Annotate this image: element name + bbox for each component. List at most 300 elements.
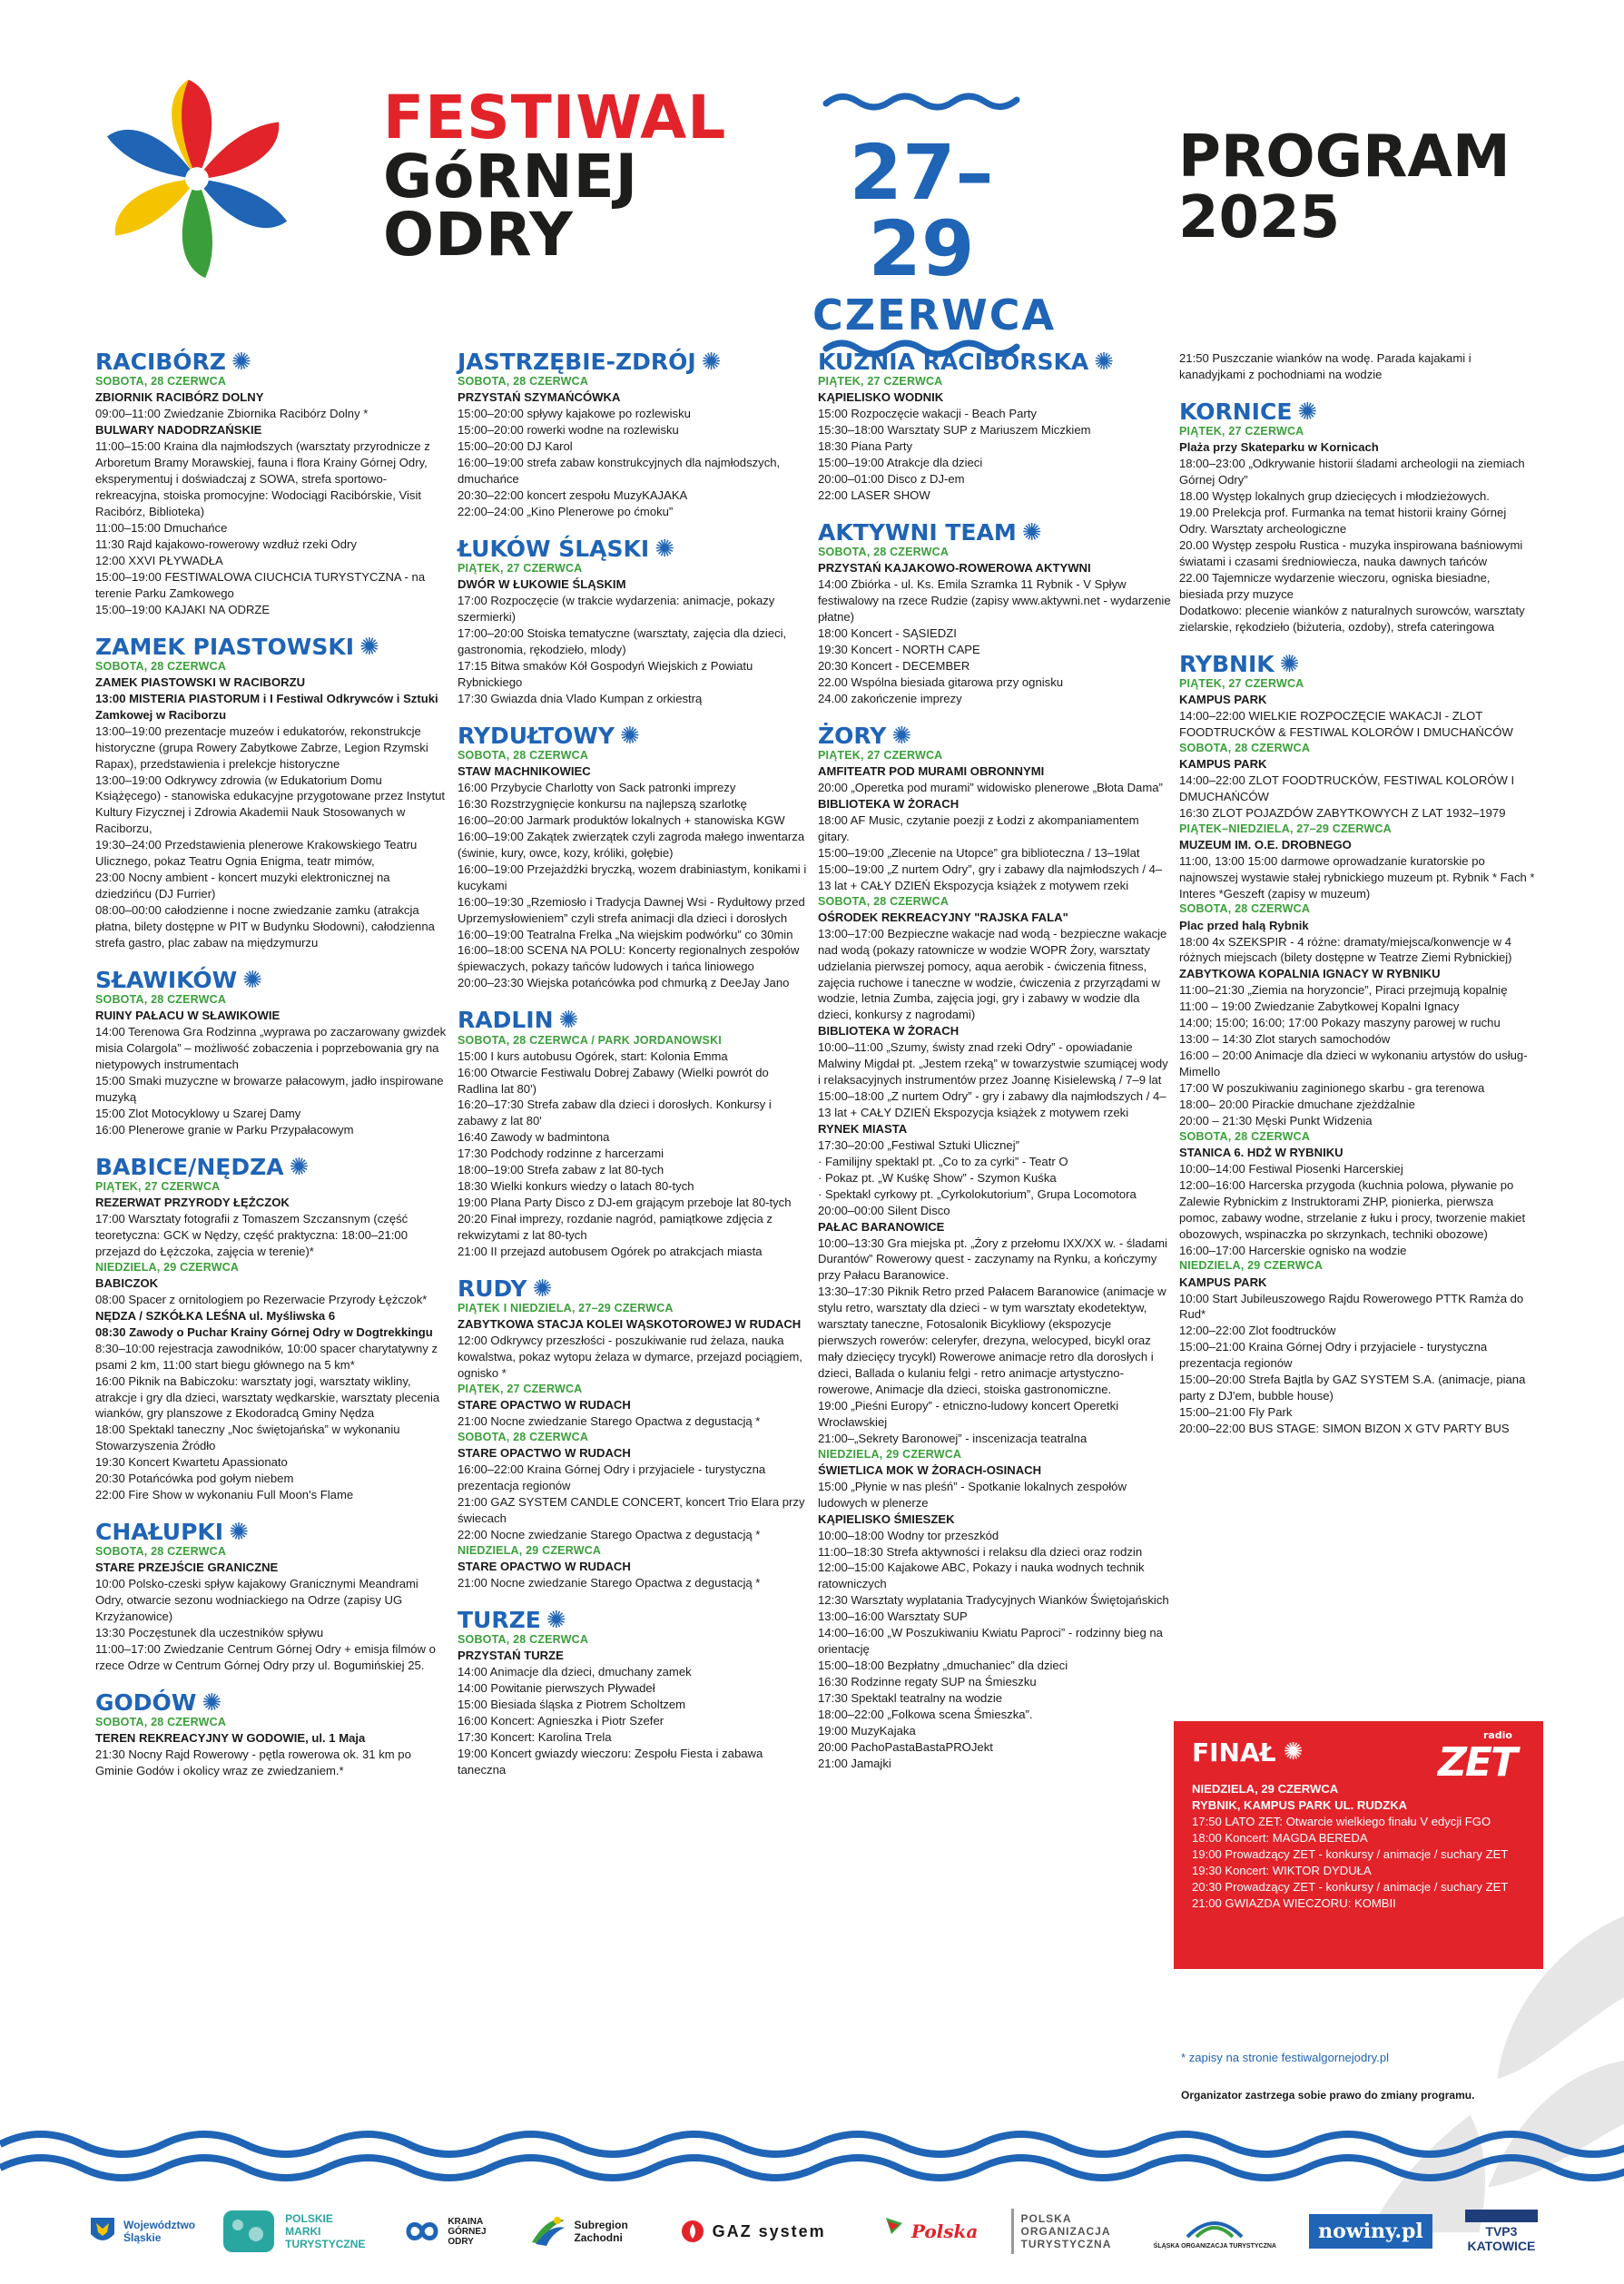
event-item: 16:00 Piknik na Babiczoku: warsztaty jogi, warsztaty wikliny, atrakcje i gry dla dzieci, warsztaty wędkarskie, warsztaty plecenia wianków, gry planszowe z Ekodoradcą Gminy Nędza	[95, 1373, 440, 1421]
event-item: 19:30 Koncert - NORTH CAPE	[818, 643, 980, 656]
event-location: PRZYSTAŃ TURZE	[458, 1649, 564, 1663]
event-item: 10:00–13:30 Gra miejska pt. „Żory z przełomu IXX/XX w. - śladami Durantów” Rowerowy quest - zaczynamy na Rynku, a kończymy przy Pałacu Baranowice.	[818, 1236, 1167, 1283]
sun-icon: ✺	[242, 966, 263, 994]
event-item: 15:00 I kurs autobusu Ogórek, start: Kolonia Emma	[458, 1048, 728, 1063]
event-item: 11:00 – 19:00 Zwiedzanie Zabytkowej Kopalni Ignacy	[1179, 999, 1460, 1014]
subregion-swoosh-icon	[530, 2215, 566, 2248]
event-item: 16:00–17:00 Harcerskie ognisko na wodzie	[1179, 1243, 1407, 1257]
festival-logo-pinwheel	[89, 71, 305, 287]
section-title: KORNICE	[1179, 398, 1293, 425]
section-heading	[458, 349, 812, 377]
event-item: 13:00–16:00 Warsztaty SUP	[818, 1610, 968, 1624]
finale-items	[1192, 1814, 1525, 1912]
sponsor-kraina: KRAINA GÓRNEJ ODRY	[404, 2217, 497, 2247]
section-zamek-piastowski	[95, 635, 449, 951]
program-column-3	[818, 350, 1172, 1789]
event-item: 15:00–19:00 KAJAKI NA ODRZE	[95, 602, 271, 616]
section-lukow-slaski	[458, 537, 812, 707]
sun-icon: ✺	[546, 1606, 566, 1634]
event-day: NIEDZIELA, 29 CZERWCA	[458, 1543, 602, 1557]
infinity-icon	[404, 2218, 440, 2245]
event-item: 10:00 Start Jubileuszowego Rajdu Rowerowego PTTK Ramża do Rud*	[1179, 1291, 1524, 1322]
event-day: SOBOTA, 28 CZERWCA	[95, 375, 227, 389]
event-item: 14:00 Zbiórka - ul. Ks. Emila Szramka 11 Rybnik - V Spływ festiwalowy na rzece Rudzie (zapisy www.aktywni.net - wydarzenie płatne)	[818, 577, 1171, 625]
sun-icon: ✺	[1283, 1738, 1304, 1767]
section-title: RADLIN	[458, 1007, 554, 1034]
event-item: 19.00 Prelekcja prof. Furmanka na temat historii krainy Górnej Odry. Warsztaty archeologiczne	[1179, 506, 1507, 536]
event-day: SOBOTA, 28 CZERWCA	[818, 546, 950, 559]
sun-icon: ✺	[1021, 519, 1042, 547]
radio-zet-logo: radio ZET	[1438, 1729, 1516, 1786]
event-item: 16:30 Rozstrzygnięcie konkursu na najlepszą szarlotkę	[458, 797, 747, 811]
event-item: 16:00 Przybycie Charlotty von Sack patronki imprezy	[458, 781, 736, 795]
event-item: 12:00 Odkrywcy przeszłości - poszukiwanie rud żelaza, nauka kowalstwa, pokaz wytopu żelaza w dymarce, przejazd pociągiem, ognisko *	[458, 1334, 802, 1380]
event-location: MUZEUM IM. O.E. DROBNEGO	[1179, 837, 1352, 852]
event-location: 08:30 Zawody o Puchar Krainy Górnej Odry w Dogtrekkingu	[95, 1324, 433, 1339]
event-item: 09:00–11:00 Zwiedzanie Zbiornika Racibórz Dolny *	[95, 407, 369, 421]
event-location: PRZYSTAŃ SZYMAŃCÓWKA	[458, 390, 621, 405]
event-location: TEREN REKREACYJNY W GODOWIE, ul. 1 Maja	[95, 1731, 366, 1746]
section-title: ZAMEK PIASTOWSKI	[95, 633, 355, 660]
event-item: 23:00 Nocny ambient - koncert muzyki elektronicznej na dziedzińcu (DJ Furrier)	[95, 871, 390, 901]
section-kuznia-raciborska	[818, 350, 1172, 504]
event-item: 16:40 Zawody w badmintona	[458, 1130, 610, 1145]
event-item: 14:00–22:00 ZLOT FOODTRUCKÓW, FESTIWAL KOLORÓW I DMUCHAŃCÓW	[1179, 773, 1515, 803]
event-item: 16:30 Rodzinne regaty SUP na Śmieszku	[818, 1675, 1037, 1688]
section-heading	[818, 724, 1172, 748]
program-title	[1178, 123, 1511, 252]
event-day: SOBOTA, 28 CZERWCA	[95, 1545, 227, 1559]
event-item: 15:00–19:00 FESTIWALOWA CIUCHCIA TURYSTYCZNA - na terenie Parku Zamkowego	[95, 569, 426, 600]
event-item: 11:00–21:30 „Ziemia na horyzoncie”, Piraci przejmują kopalnię	[1179, 983, 1508, 998]
sponsor-subregion: Subregion Zachodni	[530, 2215, 646, 2248]
event-day: SOBOTA, 28 CZERWCA	[95, 659, 227, 673]
event-day: PIĄTEK–NIEDZIELA, 27–29 CZERWCA	[1179, 822, 1392, 835]
finale-place: RYBNIK, KAMPUS PARK UL. RUDZKA	[1192, 1798, 1408, 1813]
event-item: 15:00–20:00 Strefa Bajtla by GAZ SYSTEM S.A. (animacje, piana party z DJ'em, bubble house)	[1179, 1373, 1526, 1403]
event-item: 16:00–19:00 strefa zabaw konstrukcyjnych dla najmłodszych, dmuchańce	[458, 456, 781, 487]
event-item: 20:20 Finał imprezy, rozdanie nagród, pamiątkowe zdjęcia z rekwizytami z lat 80-tych	[458, 1212, 773, 1242]
section-title: BABICE/NĘDZA	[95, 1153, 284, 1180]
sponsor-polskie-marki: POLSKIE MARKI TURYSTYCZNE	[220, 2207, 371, 2256]
event-day: SOBOTA, 28 CZERWCA / PARK JORDANOWSKI	[458, 1033, 722, 1047]
event-location: STANICA 6. HDŻ W RYBNIKU	[1179, 1145, 1343, 1159]
event-item: 18:00 AF Music, czytanie poezji z Łodzi z akompaniamentem gitary.	[818, 812, 1139, 843]
event-location: KĄPIELISKO ŚMIESZEK	[818, 1511, 955, 1526]
event-item: 18:00 Spektakl taneczny „Noc świętojańska” w wykonaniu Stowarzyszenia Źródło	[95, 1423, 400, 1453]
sun-icon: ✺	[1279, 650, 1300, 678]
sun-icon: ✺	[231, 349, 251, 377]
event-day: NIEDZIELA, 29 CZERWCA	[1179, 1259, 1324, 1273]
event-location: ZBIORNIK RACIBÓRZ DOLNY	[95, 390, 264, 405]
event-item: 13:30 Poczęstunek dla uczestników spływu	[95, 1626, 324, 1640]
event-item: 12:00–15:00 Kajakowe ABC, Pokazy i nauka wodnych technik ratowniczych	[818, 1560, 1145, 1591]
event-item: 22:00 Fire Show w wykonaniu Full Moon's Flame	[95, 1488, 354, 1502]
event-item: 15:00–19:00 „Z nurtem Odry”, gry i zabawy dla najmłodszych / 4–13 lat + CAŁY DZIEŃ Ekspozycja książek z motywem rzeki	[818, 861, 1163, 892]
event-item: 16:00–19:00 Zakątek zwierzątek czyli zagroda małego inwentarza (świnie, kury, owce, kozy, króliki, gołębie)	[458, 829, 805, 860]
event-item: 20:30 Koncert - DECEMBER	[818, 658, 970, 673]
sun-icon: ✺	[1297, 399, 1318, 426]
event-item: 17:00 W poszukiwaniu zaginionego skarbu - gra terenowa	[1179, 1080, 1485, 1095]
event-item: 21:00–„Sekrety Baronowej” - inscenizacja teatralna	[818, 1431, 1088, 1445]
finale-box	[1174, 1721, 1543, 1969]
event-item: 21:30 Nocny Rajd Rowerowy - pętla rowerowa ok. 31 km po Gminie Godów i okolicy wraz ze zwiedzaniem.*	[95, 1747, 411, 1778]
event-item: 16:00–19:30 „Rzemiosło i Tradycja Dawnej Wsi - Rydułtowy przed Uprzemysłowieniem” czyli strefa animacji dla dzieci i dorosłych	[458, 894, 805, 925]
section-heading	[95, 635, 449, 659]
event-item: 15:00 „Płynie w nas pleśń” - Spotkanie lokalnych zespołów ludowych w plenerze	[818, 1479, 1127, 1510]
event-item: 22.00 Tajemnicze wydarzenie wieczoru, ogniska biesiadne, biesiada przy muzyce	[1179, 570, 1491, 601]
section-jastrzebie-zdroj	[458, 350, 812, 520]
event-location: BIBLIOTEKA W ŻORACH	[818, 797, 960, 811]
event-location: STARE OPACTWO W RUDACH	[458, 1446, 631, 1461]
section-radlin	[458, 1009, 812, 1260]
sun-icon: ✺	[558, 1007, 579, 1035]
event-item: 16:00 Koncert: Agnieszka i Piotr Szefer	[458, 1713, 664, 1728]
event-item: 22.00 Wspólna biesiada gitarowa przy ognisku	[818, 674, 1064, 689]
event-item: 12:00–22:00 Zlot foodtrucków	[1179, 1324, 1336, 1338]
section-babice-nedza	[95, 1153, 449, 1503]
event-item: 18:00–23:00 „Odkrywanie historii śladami archeologii na ziemiach Górnej Odry”	[1179, 457, 1525, 487]
sun-icon: ✺	[701, 349, 722, 377]
event-item: 11:00–15:00 Dmuchańce	[95, 520, 228, 535]
event-day: NIEDZIELA, 29 CZERWCA	[818, 1447, 962, 1461]
section-heading	[95, 966, 449, 994]
event-item: 18:30 Piana Party	[818, 439, 913, 454]
section-heading	[818, 518, 1172, 547]
sun-icon: ✺	[532, 1275, 553, 1303]
map-mosaic-icon	[220, 2207, 278, 2256]
section-godow	[95, 1691, 449, 1779]
event-item: 16:00 – 20:00 Animacje dla dzieci w wykonaniu artystów do usług-Mimello	[1179, 1048, 1528, 1078]
event-location: STARE OPACTWO W RUDACH	[458, 1398, 631, 1413]
event-day: SOBOTA, 28 CZERWCA	[1179, 741, 1311, 754]
event-item: 15:00 Rozpoczęcie wakacji - Beach Party	[818, 407, 1037, 421]
event-item: 15:30–18:00 Warsztaty SUP z Mariuszem Miczkiem	[818, 423, 1091, 438]
section-title: KUŹNIA RACIBORSKA	[818, 349, 1089, 375]
festival-title-line1: FESTIWAL	[383, 83, 727, 153]
sun-icon: ✺	[202, 1689, 222, 1718]
event-item: 19:00 Koncert gwiazdy wieczoru: Zespołu Fiesta i zabawa taneczna	[458, 1746, 763, 1777]
polska-kite-icon	[859, 2216, 904, 2247]
section-aktywni-team	[818, 518, 1172, 707]
event-item: 15:00–19:00 „Zlecenie na Utopce” gra biblioteczna / 13–19lat	[818, 845, 1140, 860]
event-item: 19:30–24:00 Przedstawienia plenerowe Krakowskiego Teatru Ulicznego, pokaz Teatru Ognia Enigma, teatr mimów,	[95, 838, 418, 869]
wave-top-icon	[822, 91, 1021, 111]
event-item: 17:30 Gwiazda dnia Vlado Kumpan z orkiestrą	[458, 691, 703, 705]
event-item: 24.00 zakończenie imprezy	[818, 691, 962, 705]
event-day: NIEDZIELA, 29 CZERWCA	[95, 1260, 240, 1274]
event-location: BABICZOK	[95, 1275, 159, 1290]
event-item: 18:30 Wielki konkurs wiedzy o latach 80-tych	[458, 1179, 694, 1194]
section-heading	[818, 349, 1172, 377]
section-heading	[95, 1519, 449, 1547]
event-item: 10:00–14:00 Festiwal Piosenki Harcerskiej	[1179, 1161, 1403, 1176]
finale-item: 21:00 GWIAZDA WIECZORU: KOMBII	[1192, 1895, 1396, 1910]
event-item: 17:15 Bitwa smaków Kół Gospodyń Wiejskich z Powiatu Rybnickiego	[458, 658, 753, 689]
event-item: 15:00 Smaki muzyczne w browarze pałacowym, jadło inspirowane muzyką	[95, 1073, 444, 1104]
event-item: 15:00–20:00 spływy kajakowe po rozlewisku	[458, 407, 691, 421]
event-location: ZABYTKOWA STACJA KOLEI WĄSKOTOROWEJ W RUDACH	[458, 1317, 802, 1332]
sponsor-tvp3: TVP3 KATOWICE	[1465, 2210, 1538, 2253]
event-item: · Familijny spektakl pt. „Co to za cyrki” - Teatr O	[818, 1154, 1068, 1168]
event-day: SOBOTA, 28 CZERWCA	[1179, 1129, 1311, 1143]
event-day: PIĄTEK, 27 CZERWCA	[1179, 425, 1304, 438]
event-item: 21:00 Nocne zwiedzanie Starego Opactwa z degustacją *	[458, 1414, 761, 1428]
finale-title: FINAŁ	[1192, 1738, 1276, 1767]
event-day: PIĄTEK, 27 CZERWCA	[95, 1179, 221, 1193]
event-item: 11:00, 13:00 15:00 darmowe oprowadzanie kuratorskie po najnowszej wystawie stałej rybnickiego muzeum pt. Rybnik * Fach * Interes *Geszeft (zapisy w muzeum)	[1179, 853, 1535, 901]
event-day: PIĄTEK, 27 CZERWCA	[458, 562, 583, 576]
event-item: 21:50 Puszczanie wianków na wodę. Parada kajakami i kanadyjkami z pochodniami na wodzie	[1179, 351, 1471, 381]
event-item: 18:00– 20:00 Pirackie dmuchane zjeżdżalnie	[1179, 1097, 1415, 1111]
event-day: SOBOTA, 28 CZERWCA	[458, 1632, 589, 1646]
program-title-line1: PROGRAM	[1178, 123, 1511, 191]
sun-icon: ✺	[655, 536, 675, 563]
section-title: AKTYWNI TEAM	[818, 518, 1017, 546]
event-item: 22:00 Nocne zwiedzanie Starego Opactwa z degustacją *	[458, 1527, 761, 1541]
event-location: KAMPUS PARK	[1179, 1275, 1267, 1289]
event-item: 18:00–19:00 Strefa zabaw z lat 80-tych	[458, 1163, 664, 1177]
event-item: 20:00–01:00 Disco z DJ-em	[818, 472, 965, 487]
section-heading	[458, 1007, 812, 1035]
event-item: 13:00–19:00 Odkrywcy zdrowia (w Edukatorium Domu Książęcego) - stanowiska edukacyjne przygotowane przez Instytut Kultury Fizycznej i Zdrowia Akademii Nauk Stosowanych w Raciborzu,	[95, 773, 446, 836]
event-day: SOBOTA, 28 CZERWCA	[458, 749, 589, 762]
section-rybnik	[1179, 650, 1535, 1437]
event-item: 15:00 Biesiada śląska z Piotrem Scholtzem	[458, 1697, 686, 1711]
event-item: 15:00–18:00 „Z nurtem Odry” - gry i zabawy dla najmłodszych / 4–13 lat + CAŁY DZIEŃ Ekspozycja książek z motywem rzeki	[818, 1089, 1166, 1119]
program-column-1	[95, 350, 449, 1797]
sun-icon: ✺	[229, 1519, 249, 1547]
event-item: 16:00–22:00 Kraina Górnej Odry i przyjaciele - turystyczna prezentacja regionów	[458, 1462, 766, 1492]
section-heading	[95, 349, 449, 377]
event-item: 16:30 ZLOT POJAZDÓW ZABYTKOWYCH Z LAT 1932–1979	[1179, 805, 1506, 820]
event-location: RUINY PAŁACU W SŁAWIKOWIE	[95, 1009, 281, 1023]
section-continued	[1179, 350, 1535, 383]
event-item: 12:00–16:00 Harcerska przygoda (kuchnia polowa, pływanie po Zalewie Rybnickim z Instruktorami ZHP, pionierka, pierwsza pomoc, zabawy wodne, strzelanie z łuku i procy, tworzenie makiet obozowych, wspinaczka po skrzynkach, techniki obozowe)	[1179, 1177, 1526, 1241]
event-item: 16:00 Plenerowe granie w Parku Przypałacowym	[95, 1122, 354, 1137]
flame-icon	[680, 2219, 705, 2244]
section-heading	[95, 1153, 449, 1181]
finale-day: NIEDZIELA, 29 CZERWCA	[1192, 1782, 1339, 1797]
event-location: ZAMEK PIASTOWSKI W RACIBORZU	[95, 674, 306, 689]
sponsor-gaz-system: GAZ system	[680, 2219, 826, 2244]
program-title-line2: 2025	[1178, 184, 1341, 252]
event-location: OŚRODEK REKREACYJNY "RAJSKA FALA"	[818, 910, 1068, 924]
event-location: ŚWIETLICA MOK W ŻORACH-OSINACH	[818, 1462, 1042, 1477]
slot-emblem-icon	[1183, 2214, 1246, 2241]
event-location: Plaża przy Skateparku w Kornicach	[1179, 440, 1379, 455]
section-raciborz	[95, 350, 449, 618]
event-item: Dodatkowo: plecenie wianków z naturalnych surowców, warsztaty zielarskie, rękodzieło (biżuteria, ozdoby), strefa cateringowa	[1179, 603, 1525, 634]
event-item: 8:30–10:00 rejestracja zawodników, 10:00 spacer charytatywny z psami 2 km, 11:00 start biegu głównego na 5 km*	[95, 1341, 438, 1372]
event-location: STARE OPACTWO W RUDACH	[458, 1559, 631, 1573]
event-item: 15:00–20:00 DJ Karol	[458, 439, 573, 454]
event-item: 21:00 II przejazd autobusem Ogórek po atrakcjach miasta	[458, 1244, 763, 1258]
sun-icon: ✺	[619, 722, 640, 750]
event-item: 20:00 – 21:30 Męski Punkt Widzenia	[1179, 1113, 1373, 1127]
event-item: 19:00 „Pieśni Europy” - etniczno-ludowy koncert Operetki Wrocławskiej	[818, 1398, 1119, 1429]
event-item: 14:00–16:00 „W Poszukiwaniu Kwiatu Paproci” - rodzinny bieg na orientację	[818, 1626, 1163, 1657]
event-item: 15:00 Zlot Motocyklowy u Szarej Damy	[95, 1106, 301, 1120]
festival-title-line2: GóRNEJ	[383, 141, 639, 212]
section-kornice	[1179, 400, 1535, 635]
event-item: 22:00 LASER SHOW	[818, 488, 930, 502]
event-location: BIBLIOTEKA W ŻORACH	[818, 1024, 960, 1039]
sponsor-slot: ŚLĄSKA ORGANIZACJA TURYSTYCZNA	[1154, 2214, 1276, 2250]
event-item: 10:00–18:00 Wodny tor przeszkód	[818, 1528, 999, 1542]
event-location: DWÓR W ŁUKOWIE ŚLĄSKIM	[458, 577, 626, 592]
sponsor-pot: POLSKA ORGANIZACJA TURYSTYCZNA	[1011, 2209, 1121, 2254]
section-heading	[95, 1689, 449, 1718]
sun-icon: ✺	[1094, 349, 1114, 377]
section-heading	[1179, 650, 1535, 678]
section-title: RYBNIK	[1179, 650, 1275, 677]
section-slawikow	[95, 966, 449, 1138]
sponsor-wojewodztwo: Województwo Śląskie	[89, 2216, 187, 2247]
event-location: KAMPUS PARK	[1179, 692, 1267, 706]
sun-icon: ✺	[359, 633, 379, 661]
section-chalupki	[95, 1521, 449, 1674]
event-item: 14:00 Powitanie pierwszych Pływadeł	[458, 1680, 655, 1695]
event-item: 18:00 Koncert - SĄSIEDZI	[818, 626, 957, 641]
event-item: 16:00–18:00 SCENA NA POLU: Koncerty regionalnych zespołów śpiewaczych, pokazy tańców ludowych i tańca liniowego	[458, 943, 800, 974]
event-location: ZABYTKOWA KOPALNIA IGNACY W RYBNIKU	[1179, 967, 1441, 981]
sponsor-nowiny: nowiny.pl	[1309, 2214, 1432, 2249]
festival-month: CZERWCA	[812, 290, 1057, 340]
event-item: 21:00 Nocne zwiedzanie Starego Opactwa z degustacją *	[458, 1575, 761, 1590]
event-item: 11:00–15:00 Kraina dla najmłodszych (warsztaty przyrodnicze z Arboretum Bramy Morawskiej, fauna i flora Krainy Górnej Odry, eksperymentuj i doświadczaj z SOWA, strefa sportowo-rekreacyjna, stoiska promocyjne: Wodociągi Racibórskie, Visit Racibórz, Biblioteka)	[95, 439, 430, 518]
signup-note: * zapisy na stronie festiwalgornejodry.pl	[1181, 2051, 1390, 2064]
finale-item: 19:30 Koncert: WIKTOR DYDUŁA	[1192, 1864, 1372, 1878]
section-heading	[458, 1606, 812, 1634]
event-item: 15:00–21:00 Kraina Górnej Odry i przyjaciele - turystyczna prezentacja regionów	[1179, 1340, 1488, 1371]
event-item: 08:00–00:00 całodzienne i nocne zwiedzanie zamku (atrakcja płatna, bilety dostępne w PIT w Budynku Słodowni), całodzienna strefa gastro, plac zabaw na międzymurzu	[95, 903, 435, 950]
event-item: 18.00 Występ lokalnych grup dziecięcych i młodzieżowych.	[1179, 489, 1490, 504]
event-day: SOBOTA, 28 CZERWCA	[458, 1430, 589, 1443]
event-location: KAMPUS PARK	[1179, 756, 1267, 771]
event-day: SOBOTA, 28 CZERWCA	[95, 993, 227, 1007]
event-item: 14:00 Terenowa Gra Rodzinna „wyprawa po zaczarowany gwizdek misia Colargola” – możliwość zobaczenia i poprzebowania gry na nietypowych instrumentach	[95, 1025, 447, 1071]
event-day: SOBOTA, 28 CZERWCA	[458, 375, 589, 389]
section-heading	[458, 537, 812, 561]
event-item: 17:30–20:00 „Festiwal Sztuki Ulicznej”	[818, 1137, 1019, 1152]
event-item: 20:30 Potańcówka pod gołym niebem	[95, 1472, 294, 1486]
event-item: 10:00 Polsko-czeski spływ kajakowy Granicznymi Meandrami Odry, otwarcie sezonu wodniackiego na Odrze (zapisy UG Krzyżanowice)	[95, 1577, 418, 1624]
event-item: 20:00 „Operetka pod murami” widowisko plenerowe „Błota Dama”	[818, 781, 1163, 795]
event-item: 08:00 Spacer z ornitologiem po Rezerwacie Przyrody Łężczok*	[95, 1292, 428, 1306]
event-location: 13:00 MISTERIA PIASTORUM i I Festiwal Odkrywców i Sztuki Zamkowej w Raciborzu	[95, 691, 438, 722]
event-location: RYNEK MIASTA	[818, 1121, 908, 1136]
event-item: 20:00–22:00 BUS STAGE: SIMON BIZON X GTV PARTY BUS	[1179, 1422, 1510, 1435]
event-item: 19:30 Koncert Kwartetu Apassionato	[95, 1455, 288, 1470]
event-item: 15:00–20:00 rowerki wodne na rozlewisku	[458, 423, 679, 438]
section-title: TURZE	[458, 1606, 541, 1633]
event-item: 14:00–22:00 WIELKIE ROZPOCZĘCIE WAKACJI - ZLOT FOODTRUCKÓW & FESTIWAL KOLORÓW I DMUCHAŃCÓW	[1179, 708, 1513, 739]
event-item: 10:00–11:00 „Szumy, świsty znad rzeki Odry” - opowiadanie Malwiny Migdał pt. „Jestem rzeką” w towarzystwie szumiącej wody i relaksacyjnych instrumentów przez Joannę Kisielewską / 7–9 lat	[818, 1040, 1168, 1088]
event-day: SOBOTA, 28 CZERWCA	[95, 1716, 227, 1729]
event-item: 13:00–17:00 Bezpieczne wakacje nad wodą - bezpieczne wakacje nad wodą (pokazy ratownicze w wodzie WOPR Żory, warsztaty udzielania pierwszej pomocy, aqua aerobik - ćwiczenia fitness, zajęcia ruchowe i taneczne w wodzie, ćwiczenia z przyrządami w wodzie, letnia Zumba, zajęcia jogi, gry i zabawy w wodzie dla dzieci, konkursy z nagrodami)	[818, 926, 1167, 1022]
event-item: 16:20–17:30 Strefa zabaw dla dzieci i dorosłych. Konkursy i zabawy z lat 80'	[458, 1098, 772, 1128]
event-location: NĘDZA / SZKÓŁKA LEŚNA ul. Myśliwska 6	[95, 1308, 336, 1323]
event-location: PAŁAC BARANOWICE	[818, 1219, 945, 1234]
finale-item: 20:30 Prowadzący ZET - konkursy / animacje / suchary ZET	[1192, 1879, 1509, 1894]
event-location: STAW MACHNIKOWIEC	[458, 764, 591, 779]
section-rydultowy	[458, 724, 812, 992]
section-title: RUDY	[458, 1275, 527, 1302]
event-item: 14:00 Animacje dla dzieci, dmuchany zamek	[458, 1665, 692, 1679]
event-location: BULWARY NADODRZAŃSKIE	[95, 423, 262, 438]
program-column-2	[458, 350, 812, 1796]
event-item: 19:00 Plana Party Disco z DJ-em grającym przeboje lat 80-tych	[458, 1196, 792, 1210]
event-day: SOBOTA, 28 CZERWCA	[1179, 902, 1311, 916]
event-item: 17:00–20:00 Stoiska tematyczne (warsztaty, zajęcia dla dzieci, gastronomia, rękodzieło, mlody)	[458, 626, 787, 656]
divider	[1011, 2209, 1014, 2254]
event-item: 17:00 Rozpoczęcie (w trakcie wydarzenia: animacje, pokazy szermierki)	[458, 594, 775, 625]
event-item: 13:00–19:00 prezentacje muzeów i edukatorów, rekonstrukcje historyczne (grupa Rowery Zabytkowe Zabrze, Legion Rzymski Rapax), przedstawienia i prelekcje historyczne	[95, 724, 428, 771]
section-title: ŁUKÓW ŚLĄSKI	[458, 535, 650, 562]
section-title: JASTRZĘBIE-ZDRÓJ	[458, 349, 696, 375]
eagle-crest-icon	[89, 2216, 116, 2247]
section-title: ŻORY	[818, 722, 887, 749]
finale-item: 17:50 LATO ZET: Otwarcie wielkiego finału V edycji FGO	[1192, 1815, 1491, 1829]
event-item: 20:00 PachoPastaBastaPROJekt	[818, 1739, 993, 1754]
disclaimer-note: Organizator zastrzega sobie prawo do zmiany programu.	[1181, 2089, 1475, 2102]
event-item: 15:00–19:00 Atrakcje dla dzieci	[818, 456, 983, 470]
event-item: 13:30–17:30 Piknik Retro przed Pałacem Baranowice (animacje w stylu retro, warsztaty dla dzieci - w tym warsztaty ekodetektyw, warsztaty taneczne, Fotosalonik Bicykliowy (ekspozycje pierwszych rowerów: celeryfer, drezyna, welocyped, bicykl oraz mały dziecięcy trycykl) Rowerowe animacje retro dla dorosłych i dzieci, Ballada o kulaniu felgi - retro animacje artystyczno-rowerowe, Animacje dla dzieci, stoiska gastronomiczne.	[818, 1285, 1166, 1396]
event-item: 16:00–19:00 Przejażdżki bryczką, wozem drabiniastym, konikami i kucykami	[458, 861, 807, 892]
finale-item: 19:00 Prowadzący ZET - konkursy / animacje / suchary ZET	[1192, 1847, 1509, 1862]
program-column-4	[1179, 350, 1535, 1454]
event-item: 17:30 Podchody rodzinne z harcerzami	[458, 1147, 664, 1161]
event-location: STARE PRZEJŚCIE GRANICZNE	[95, 1560, 279, 1575]
event-item: 11:00–17:00 Zwiedzanie Centrum Górnej Odry + emisja filmów o rzece Odrze w Centrum Górnej Odry przy ul. Bogumińskiej 25.	[95, 1642, 436, 1673]
sponsor-logos	[0, 2179, 1624, 2284]
event-item: 17:30 Koncert: Karolina Trela	[458, 1729, 612, 1744]
event-item: 20:00–23:30 Wiejska potańcówka pod chmurką z DeeJay Jano	[458, 976, 790, 990]
event-item: 11:00–18:30 Strefa aktywności i relaksu dla dzieci oraz rodzin	[818, 1544, 1143, 1559]
section-title: RYDUŁTOWY	[458, 722, 615, 749]
event-item: 12:00 XXVI PŁYWADŁA	[95, 553, 223, 567]
section-heading	[1179, 400, 1535, 424]
section-title: RACIBÓRZ	[95, 349, 226, 375]
section-zory	[818, 724, 1172, 1772]
event-day: PIĄTEK I NIEDZIELA, 27–29 CZERWCA	[458, 1302, 674, 1315]
event-item: 13:00 – 14:30 Zlot starych samochodów	[1179, 1032, 1391, 1047]
section-title: CHAŁUPKI	[95, 1519, 224, 1546]
event-item: 18:00–22:00 „Folkowa scena Śmieszka”.	[818, 1707, 1033, 1721]
event-item: 12:30 Warsztaty wyplatania Tradycyjnych Wianków Świętojańskich	[818, 1593, 1169, 1608]
event-location: Plac przed halą Rybnik	[1179, 918, 1309, 932]
event-location: PRZYSTAŃ KAJAKOWO-ROWEROWA AKTYWNI	[818, 561, 1091, 576]
section-rudy	[458, 1277, 812, 1591]
festival-title	[383, 83, 727, 271]
event-item: 19:00 MuzyKajaka	[818, 1723, 916, 1738]
event-item: 20.00 Występ zespołu Rustica - muzyka inspirowana baśniowymi światami i czasami średniowiecza, nauka dawnych tańców	[1179, 537, 1523, 568]
event-item: · Spektakl cyrkowy pt. „Cyrkolokutorium”, Grupa Locomotora	[818, 1186, 1137, 1201]
sun-icon: ✺	[891, 722, 912, 750]
event-item: 14:00; 15:00; 16:00; 17:00 Pokazy maszyny parowej w ruchu	[1179, 1016, 1501, 1030]
date-box	[812, 91, 1057, 359]
event-item: 15:00–18:00 Bezpłatny „dmuchaniec” dla dzieci	[818, 1659, 1068, 1673]
event-item: 16:00 Otwarcie Festiwalu Dobrej Zabawy (Wielki powrót do Radlina lat 80')	[458, 1065, 769, 1096]
festival-dates: 27–29	[849, 128, 994, 293]
section-heading	[458, 724, 812, 748]
event-location: REZERWAT PRZYRODY ŁĘŻCZOK	[95, 1196, 290, 1210]
finale-item: 18:00 Koncert: MAGDA BEREDA	[1192, 1831, 1368, 1846]
event-item: 20:00–00:00 Silent Disco	[818, 1203, 950, 1217]
event-day: PIĄTEK, 27 CZERWCA	[458, 1382, 583, 1395]
section-title: SŁAWIKÓW	[95, 966, 238, 993]
